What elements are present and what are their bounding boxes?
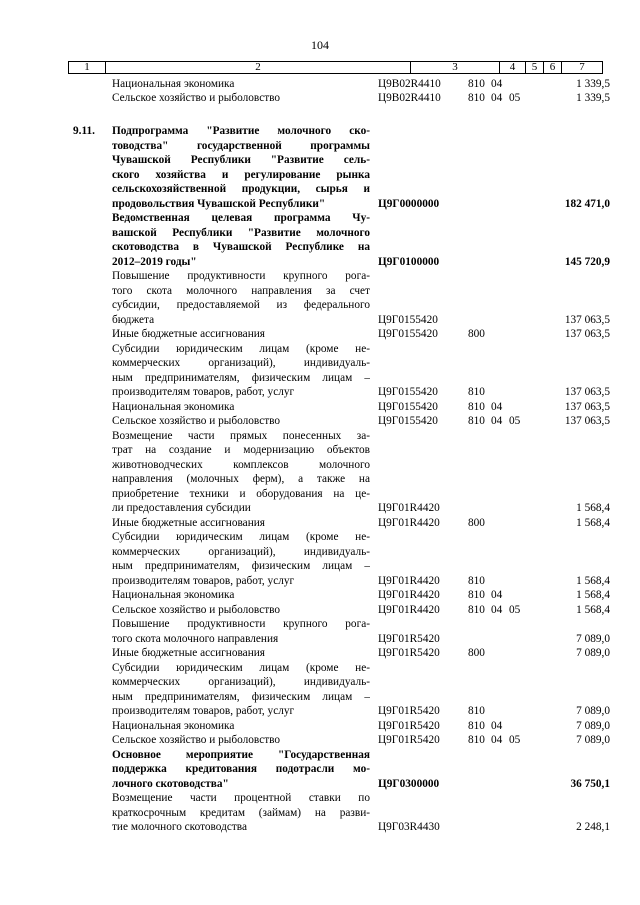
row-col5: 04	[491, 734, 503, 746]
row-name: субсидии, предоставляемой из федерального	[112, 299, 370, 311]
page-number: 104	[311, 38, 329, 52]
table-row	[0, 589, 640, 602]
row-name: Чувашской Республики "Развитие сель-	[112, 154, 370, 166]
table-row	[0, 691, 640, 704]
row-col4: 810	[468, 589, 485, 601]
row-number: 9.11.	[73, 125, 95, 137]
row-amount: 1 568,4	[576, 604, 610, 616]
row-code: Ц9Г0155420	[378, 328, 438, 340]
table-row	[0, 444, 640, 457]
table-row	[0, 125, 640, 138]
table-row	[0, 183, 640, 196]
table-row	[0, 633, 640, 646]
row-name: Национальная экономика	[112, 78, 235, 90]
row-code: Ц9Г0155420	[378, 386, 438, 398]
row-name: Национальная экономика	[112, 401, 235, 413]
row-name: Сельское хозяйство и рыболовство	[112, 604, 281, 616]
row-amount: 137 063,5	[564, 314, 610, 326]
row-col5: 04	[491, 92, 503, 104]
row-name: Подпрограмма "Развитие молочного ско-	[112, 125, 370, 137]
row-col5: 04	[491, 604, 503, 616]
row-code: Ц9Г01R5420	[378, 647, 440, 659]
table-row	[0, 401, 640, 414]
row-name: продовольствия Чувашской Республики"	[112, 198, 326, 210]
row-name: приобретение техники и оборудования на це-	[112, 488, 370, 500]
table-row	[0, 154, 640, 167]
table-row	[0, 415, 640, 428]
row-name: ным предпринимателям, физическим лицам –	[112, 560, 370, 572]
row-col6: 05	[509, 604, 521, 616]
table-row	[0, 241, 640, 254]
row-amount: 36 750,1	[570, 778, 610, 790]
row-name: сельскохозяйственной продукции, сырья и	[112, 183, 370, 195]
table-row	[0, 212, 640, 225]
row-col5: 04	[491, 589, 503, 601]
row-name: производителям товаров, работ, услуг	[112, 575, 295, 587]
row-name: Повышение продуктивности крупного рога-	[112, 618, 370, 630]
table-row	[0, 662, 640, 675]
table-row	[0, 299, 640, 312]
table-row	[0, 227, 640, 240]
row-col6: 05	[509, 415, 521, 427]
row-name: Субсидии юридическим лицам (кроме не-	[112, 343, 370, 355]
table-row	[0, 575, 640, 588]
row-code: Ц9Г01R4420	[378, 517, 440, 529]
table-row	[0, 792, 640, 805]
table-row	[0, 343, 640, 356]
row-code: Ц9Г0100000	[378, 256, 440, 268]
table-row	[0, 647, 640, 660]
row-code: Ц9Г01R4420	[378, 604, 440, 616]
row-name: 2012–2019 годы"	[112, 256, 197, 268]
row-amount: 1 568,4	[576, 589, 610, 601]
row-name: Основное мероприятие "Государственная	[112, 749, 370, 761]
row-col4: 810	[468, 705, 485, 717]
table-row	[0, 604, 640, 617]
header-col-4: 4	[500, 62, 526, 73]
row-col4: 810	[468, 92, 485, 104]
table-row	[0, 473, 640, 486]
header-col-3: 3	[411, 62, 500, 73]
table-row	[0, 198, 640, 211]
table-row	[0, 763, 640, 776]
row-name: направления (молочных ферм), а также на	[112, 473, 370, 485]
row-name: Национальная экономика	[112, 589, 235, 601]
table-row	[0, 705, 640, 718]
row-name: Национальная экономика	[112, 720, 235, 732]
table-row	[0, 720, 640, 733]
row-amount: 137 063,5	[564, 386, 610, 398]
row-name: товодства" государственной программы	[112, 140, 370, 152]
row-name: поддержка кредитования подотрасли мо-	[112, 763, 370, 775]
row-code: Ц9Г0000000	[378, 198, 440, 210]
table-row	[0, 430, 640, 443]
row-name: животноводческих комплексов молочного	[112, 459, 370, 471]
row-col4: 810	[468, 734, 485, 746]
table-row	[0, 169, 640, 182]
row-name: трат на создание и модернизацию объектов	[112, 444, 370, 456]
row-col6: 05	[509, 734, 521, 746]
row-col5: 04	[491, 720, 503, 732]
row-code: Ц9В02R4410	[378, 92, 441, 104]
table-row	[0, 328, 640, 341]
table-row	[0, 78, 640, 91]
table-row	[0, 502, 640, 515]
row-name: Субсидии юридическим лицам (кроме не-	[112, 531, 370, 543]
header-col-1: 1	[69, 62, 106, 73]
row-amount: 1 568,4	[576, 517, 610, 529]
row-amount: 1 568,4	[576, 575, 610, 587]
table-row	[0, 821, 640, 834]
table-row	[0, 517, 640, 530]
table-row	[0, 749, 640, 762]
row-col4: 810	[468, 386, 485, 398]
table-row	[0, 778, 640, 791]
row-col5: 04	[491, 401, 503, 413]
row-name: Сельское хозяйство и рыболовство	[112, 92, 281, 104]
table-row	[0, 256, 640, 269]
row-code: Ц9Г01R5420	[378, 734, 440, 746]
row-name: ным предпринимателям, физическим лицам –	[112, 691, 370, 703]
row-amount: 145 720,9	[564, 256, 610, 268]
row-name: коммерческих организаций), индивидуаль-	[112, 357, 370, 369]
row-col4: 810	[468, 604, 485, 616]
row-amount: 1 568,4	[576, 502, 610, 514]
row-code: Ц9Г01R4420	[378, 589, 440, 601]
row-name: Субсидии юридическим лицам (кроме не-	[112, 662, 370, 674]
row-name: коммерческих организаций), индивидуаль-	[112, 546, 370, 558]
row-col4: 810	[468, 401, 485, 413]
row-name: коммерческих организаций), индивидуаль-	[112, 676, 370, 688]
row-name: Иные бюджетные ассигнования	[112, 328, 265, 340]
row-amount: 137 063,5	[564, 415, 610, 427]
table-row	[0, 459, 640, 472]
row-code: Ц9В02R4410	[378, 78, 441, 90]
row-name: ского хозяйства и регулирование рынка	[112, 169, 370, 181]
row-col5: 04	[491, 415, 503, 427]
row-amount: 1 339,5	[576, 92, 610, 104]
row-name: ли предоставления субсидии	[112, 502, 251, 514]
header-col-2: 2	[106, 62, 411, 73]
row-col4: 810	[468, 415, 485, 427]
header-col-7: 7	[579, 61, 585, 73]
row-code: Ц9Г01R4420	[378, 502, 440, 514]
row-name: производителям товаров, работ, услуг	[112, 386, 295, 398]
table-row	[0, 386, 640, 399]
row-code: Ц9Г0155420	[378, 314, 438, 326]
row-code: Ц9Г0300000	[378, 778, 440, 790]
row-amount: 182 471,0	[564, 198, 610, 210]
row-code: Ц9Г0155420	[378, 401, 438, 413]
row-code: Ц9Г01R5420	[378, 633, 440, 645]
row-col4: 800	[468, 517, 485, 529]
row-name: лочного скотоводства"	[112, 778, 229, 790]
row-code: Ц9Г01R5420	[378, 705, 440, 717]
row-amount: 7 089,0	[576, 720, 610, 732]
row-name: того скота молочного направления за счет	[112, 285, 370, 297]
table-row	[0, 357, 640, 370]
row-code: Ц9Г0155420	[378, 415, 438, 427]
row-amount: 7 089,0	[576, 633, 610, 645]
row-name: Ведомственная целевая программа Чу-	[112, 212, 370, 224]
row-amount: 7 089,0	[576, 647, 610, 659]
row-name: ным предпринимателям, физическим лицам –	[112, 372, 370, 384]
row-name: тие молочного скотоводства	[112, 821, 248, 833]
table-header	[68, 61, 603, 74]
row-amount: 7 089,0	[576, 734, 610, 746]
row-code: Ц9Г03R4430	[378, 821, 440, 833]
table-row	[0, 270, 640, 283]
table-row	[0, 531, 640, 544]
table-row	[0, 734, 640, 747]
row-name: производителям товаров, работ, услуг	[112, 705, 295, 717]
row-col6: 05	[509, 92, 521, 104]
table-row	[0, 140, 640, 153]
row-name: того скота молочного направления	[112, 633, 279, 645]
row-amount: 7 089,0	[576, 705, 610, 717]
row-amount: 2 248,1	[576, 821, 610, 833]
row-code: Ц9Г01R4420	[378, 575, 440, 587]
table-row	[0, 676, 640, 689]
row-name: вашской Республики "Развитие молочного	[112, 227, 370, 239]
row-col4: 800	[468, 647, 485, 659]
row-code: Ц9Г01R5420	[378, 720, 440, 732]
row-name: Возмещение части прямых понесенных за-	[112, 430, 370, 442]
table-row	[0, 314, 640, 327]
table-row	[0, 618, 640, 631]
row-col4: 810	[468, 575, 485, 587]
row-name: Повышение продуктивности крупного рога-	[112, 270, 370, 282]
row-name: скотоводства в Чувашской Республике на	[112, 241, 370, 253]
row-name: Иные бюджетные ассигнования	[112, 647, 265, 659]
row-col5: 04	[491, 78, 503, 90]
row-name: Иные бюджетные ассигнования	[112, 517, 265, 529]
row-amount: 137 063,5	[564, 401, 610, 413]
row-name: бюджета	[112, 314, 155, 326]
row-amount: 1 339,5	[576, 78, 610, 90]
header-col-5: 5	[526, 62, 544, 73]
row-name: Сельское хозяйство и рыболовство	[112, 415, 281, 427]
row-col4: 810	[468, 720, 485, 732]
row-col4: 800	[468, 328, 485, 340]
row-col4: 810	[468, 78, 485, 90]
table-row	[0, 560, 640, 573]
row-name: Возмещение части процентной ставки по	[112, 792, 370, 804]
table-row	[0, 807, 640, 820]
table-row	[0, 372, 640, 385]
header-col-6: 6	[544, 62, 562, 73]
table-row	[0, 488, 640, 501]
table-row	[0, 92, 640, 105]
row-name: краткосрочным кредитам (займам) на разви-	[112, 807, 370, 819]
table-row	[0, 285, 640, 298]
row-amount: 137 063,5	[564, 328, 610, 340]
row-name: Сельское хозяйство и рыболовство	[112, 734, 281, 746]
table-row	[0, 546, 640, 559]
